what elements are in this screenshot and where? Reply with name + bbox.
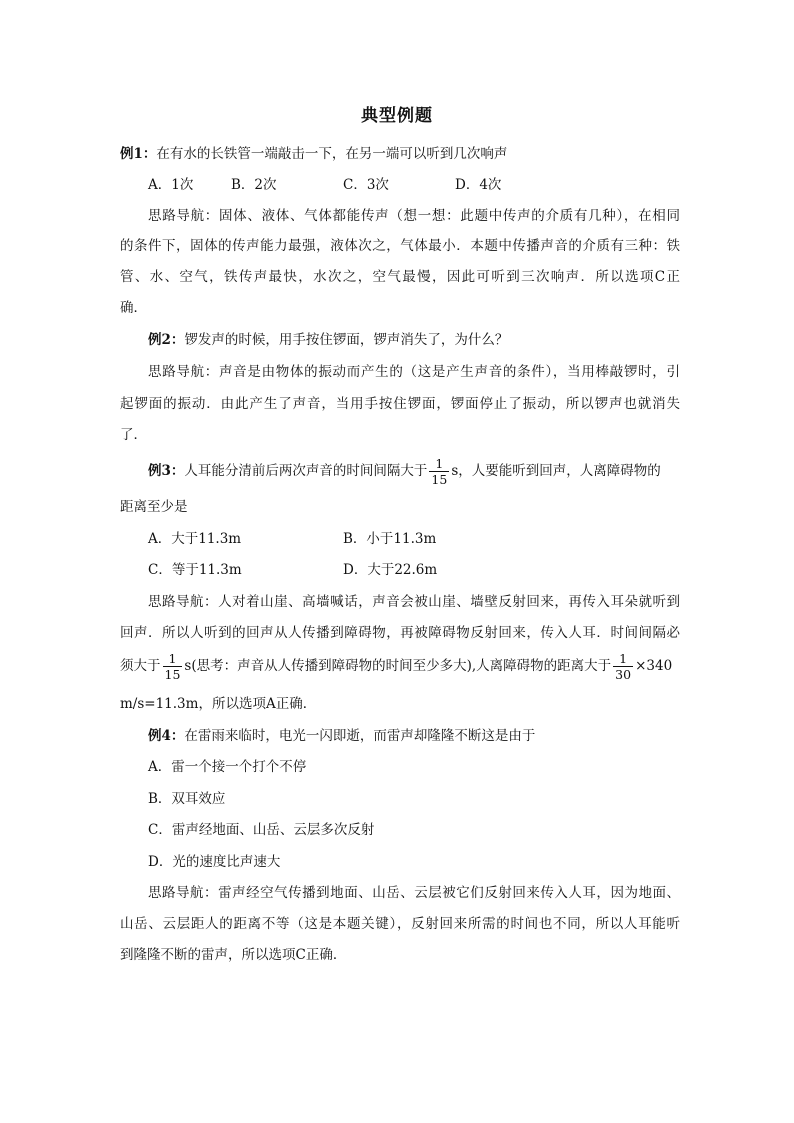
example-2-label: 例2： [148,332,185,348]
page-title: 典型例题 [361,106,433,126]
ex1-option-a: A．1次 [148,177,194,193]
ex2-analysis-line: 了． [120,427,147,443]
ex4-option-d: D．光的速度比声速大 [148,854,281,870]
ex1-option-d: D．4次 [455,177,502,193]
ex3-option-c: C．等于11.3m [148,562,242,578]
example-4-text: 在雷雨来临时，电光一闪即逝，而雷声却隆隆不断这是由于 [184,728,536,744]
ex3-analysis-line: 回声．所以人听到的回声从人传播到障碍物，再被障碍物反射回来，传入人耳．时间间隔必 [120,625,680,641]
ex1-analysis-line: 的条件下，固体的传声能力最强，液体次之，气体最小．本题中传播声音的介质有三种：铁 [120,238,680,254]
example-4-label: 例4： [148,728,185,744]
example-3-text: 人耳能分清前后两次声音的时间间隔大于 [184,463,428,479]
fraction-1-30: $\frac{1}{30}$ [615,651,632,682]
example-3-question [148,453,661,489]
ex1-option-c: C．3次 [343,177,389,193]
ex3-option-b: B．小于11.3m [343,531,437,547]
ex1-option-b: B．2次 [231,177,277,193]
ex2-analysis-line: 起锣面的振动．由此产生了声音，当用手按住锣面，锣面停止了振动，所以锣声也就消失 [120,396,680,412]
example-2-text: 锣发声的时候，用手按住锣面，锣声消失了，为什么？ [184,332,509,348]
ex4-analysis-line: 山岳、云层距人的距离不等（这是本题关键），反射回来所需的时间也不同，所以人耳能听 [120,916,680,932]
ex2-analysis-line: 思路导航：声音是由物体的振动而产生的（这是产生声音的条件），当用棒敲锣时，引 [148,364,680,380]
ex1-analysis-line: 管、水、空气，铁传声最快，水次之，空气最慢，因此可听到三次响声．所以选项C正 [120,269,680,285]
ex4-option-c: C．雷声经地面、山岳、云层多次反射 [148,822,375,838]
example-1-label: 例1： [120,146,157,162]
fraction-1-15: $\frac{1}{15}$ [164,651,181,682]
ex4-analysis-line: 到隆隆不断的雷声，所以选项C正确． [120,947,347,963]
example-1-question [120,144,507,164]
ex1-analysis-line: 确． [120,300,147,316]
ex3-option-a: A．大于11.3m [148,531,242,547]
ex3-analysis-line: 须大于 $\frac{1}{15}$ s(思考：声音从人传播到障碍物的时间至少多大),人离障碍物的距离大于 $\frac{1}{30}$ ×340 [120,651,673,682]
ex4-analysis-line: 思路导航：雷声经空气传播到地面、山岳、云层被它们反射回来传入人耳，因为地面、 [148,885,680,901]
ex4-option-a: A．雷一个接一个打个不停 [148,759,307,775]
example-2-question [148,330,508,350]
example-1-text: 在有水的长铁管一端敲击一下，在另一端可以听到几次响声 [156,146,508,162]
ex3-analysis-line: m/s=11.3m，所以选项A正确． [120,696,317,712]
example-3-text-cont: s，人要能听到回声，人离障碍物的 [451,463,661,479]
fraction-1-15: $\frac{1}{15}$ [431,456,448,487]
ex4-option-b: B．双耳效应 [148,791,226,807]
ex1-analysis-line: 思路导航：固体、液体、气体都能传声（想一想：此题中传声的介质有几种），在相同 [148,208,680,224]
example-3-question-end: 距离至少是 [120,499,188,515]
ex3-analysis-line: 思路导航：人对着山崖、高墙喊话，声音会被山崖、墙壁反射回来，再传入耳朵就听到 [148,594,680,610]
example-3-label: 例3： [148,463,185,479]
example-4-question [148,726,535,746]
ex3-option-d: D．大于22.6m [343,562,438,578]
